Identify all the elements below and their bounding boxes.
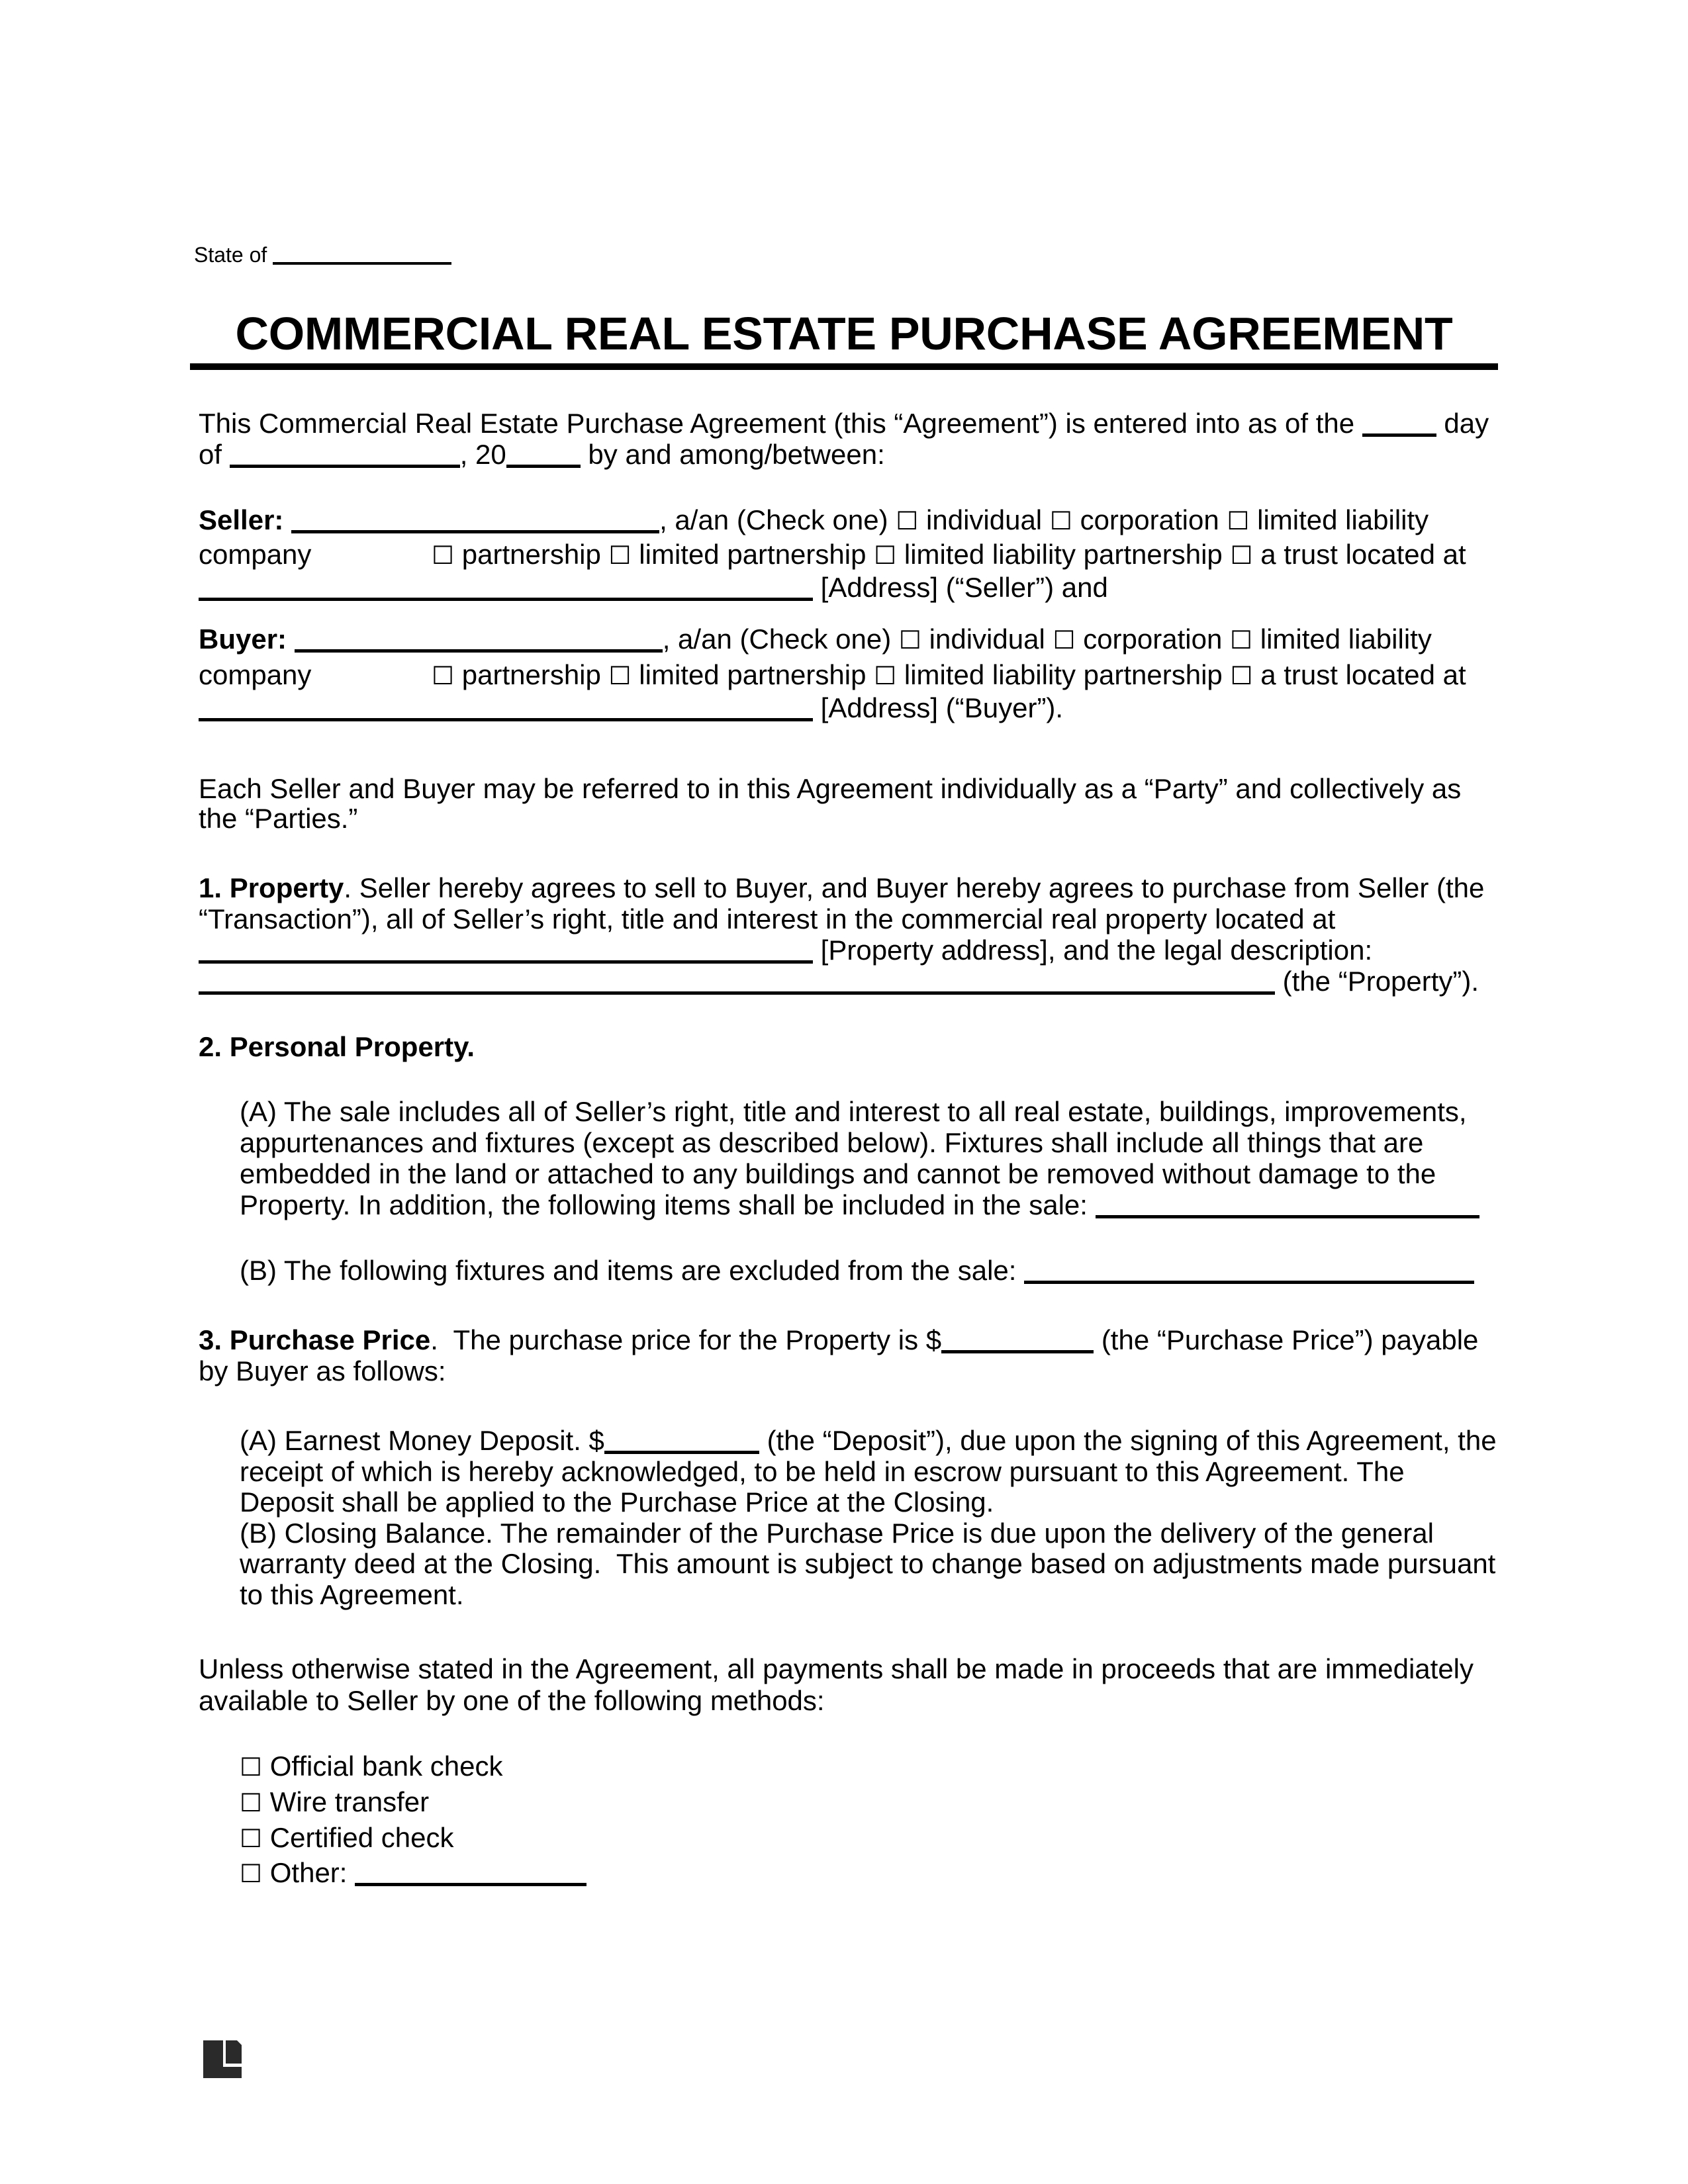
checkbox-official-bank-check[interactable]: ☐ (240, 1752, 263, 1782)
payment-method-wire-transfer: ☐ Wire transfer (240, 1786, 430, 1817)
state-line (194, 243, 451, 267)
parties-line-2: the “Parties.” (199, 803, 358, 834)
buyer-line-1: Buyer: , a/an (Check one) ☐ individual ☐ corporation ☐ limited liability (199, 623, 1432, 655)
section2-a-line-1: (A) The sale includes all of Seller’s right, title and interest to all real estate, buildings, improvements, (240, 1096, 1467, 1127)
payment-method-official-bank-check: ☐ Official bank check (240, 1751, 503, 1782)
payments-line-2: available to Seller by one of the following methods: (199, 1685, 825, 1716)
seller-line-3: [Address] (“Seller”) and (199, 572, 1108, 603)
section2-a-line-4: Property. In addition, the following items shall be included in the sale: (240, 1189, 1479, 1220)
title-rule (190, 363, 1498, 370)
checkbox-other[interactable]: ☐ (240, 1859, 263, 1888)
seller-checkbox-llp[interactable]: ☐ (874, 541, 897, 570)
buyer-checkbox-limited-partnership[interactable]: ☐ (608, 661, 632, 690)
seller-address-field[interactable] (199, 598, 813, 601)
section3-heading: 3. Purchase Price (199, 1324, 431, 1355)
section3-a-line-1: (A) Earnest Money Deposit. $ (the “Deposit”), due upon the signing of this Agreement, the (240, 1425, 1497, 1456)
seller-name-field[interactable] (291, 530, 659, 533)
day-field[interactable] (1362, 433, 1436, 437)
seller-checkbox-limited-partnership[interactable]: ☐ (608, 541, 632, 570)
buyer-line-2b: ☐ partnership ☐ limited partnership ☐ limited liability partnership ☐ a trust located at (432, 659, 1466, 690)
property-address-field[interactable] (199, 960, 813, 964)
buyer-line-3: [Address] (“Buyer”). (199, 692, 1063, 723)
checkbox-wire-transfer[interactable]: ☐ (240, 1788, 263, 1817)
intro-line-2: of , 20 by and among/between: (199, 439, 885, 470)
section2-heading: 2. Personal Property. (199, 1031, 475, 1062)
seller-checkbox-individual[interactable]: ☐ (896, 506, 919, 535)
buyer-checkbox-llc[interactable]: ☐ (1230, 625, 1253, 655)
section1-line-3: [Property address], and the legal description: (199, 934, 1372, 966)
deposit-field[interactable] (604, 1451, 759, 1454)
seller-checkbox-trust[interactable]: ☐ (1230, 541, 1253, 570)
seller-checkbox-corporation[interactable]: ☐ (1049, 506, 1072, 535)
seller-line-2: company (199, 539, 312, 570)
document-logo-icon (203, 2040, 242, 2078)
section1-line-4: (the “Property”). (199, 966, 1479, 997)
buyer-line-2: company (199, 659, 312, 690)
legal-description-field[interactable] (199, 991, 1275, 995)
purchase-price-field[interactable] (941, 1350, 1094, 1353)
buyer-label: Buyer: (199, 623, 287, 655)
other-method-field[interactable] (355, 1883, 586, 1886)
buyer-name-field[interactable] (295, 649, 663, 653)
section2-b-line: (B) The following fixtures and items are excluded from the sale: (240, 1255, 1474, 1286)
buyer-address-field[interactable] (199, 718, 813, 721)
state-field[interactable] (273, 262, 451, 265)
seller-label: Seller: (199, 504, 284, 535)
buyer-checkbox-individual[interactable]: ☐ (898, 625, 921, 655)
section1-line-1: 1. Property. Seller hereby agrees to sell to Buyer, and Buyer hereby agrees to purchase from Seller (the (199, 872, 1485, 903)
month-field[interactable] (230, 465, 460, 468)
section3-a-line-3: Deposit shall be applied to the Purchase Price at the Closing. (240, 1486, 994, 1518)
checkbox-certified-check[interactable]: ☐ (240, 1824, 263, 1853)
section3-line-1: 3. Purchase Price. The purchase price for the Property is $ (the “Purchase Price”) payable (199, 1324, 1479, 1355)
payment-method-other: ☐ Other: (240, 1857, 586, 1888)
buyer-checkbox-trust[interactable]: ☐ (1230, 661, 1253, 690)
section3-b-line-3: to this Agreement. (240, 1579, 464, 1610)
buyer-checkbox-llp[interactable]: ☐ (874, 661, 897, 690)
state-label: State of (194, 243, 267, 267)
included-items-field[interactable] (1096, 1215, 1479, 1218)
intro-line-1: This Commercial Real Estate Purchase Agreement (this “Agreement”) is entered into as of the day (199, 408, 1489, 439)
seller-line-1: Seller: , a/an (Check one) ☐ individual ☐ corporation ☐ limited liability (199, 504, 1429, 535)
payment-method-certified-check: ☐ Certified check (240, 1822, 454, 1853)
section3-b-line-2: warranty deed at the Closing. This amount is subject to change based on adjustments made pursuant (240, 1548, 1496, 1579)
excluded-items-field[interactable] (1024, 1281, 1474, 1284)
payments-line-1: Unless otherwise stated in the Agreement, all payments shall be made in proceeds that are immediately (199, 1653, 1474, 1684)
section3-a-line-2: receipt of which is hereby acknowledged, to be held in escrow pursuant to this Agreement. The (240, 1456, 1405, 1487)
seller-checkbox-partnership[interactable]: ☐ (432, 541, 455, 570)
section1-line-2: “Transaction”), all of Seller’s right, title and interest in the commercial real property located at (199, 903, 1336, 934)
year-field[interactable] (506, 465, 581, 468)
buyer-checkbox-corporation[interactable]: ☐ (1053, 625, 1076, 655)
section3-b-line-1: (B) Closing Balance. The remainder of the Purchase Price is due upon the delivery of the general (240, 1518, 1434, 1549)
seller-checkbox-llc[interactable]: ☐ (1227, 506, 1250, 535)
buyer-checkbox-partnership[interactable]: ☐ (432, 661, 455, 690)
section2-a-line-2: appurtenances and fixtures (except as described below). Fixtures shall include all things that are (240, 1127, 1424, 1158)
seller-line-2b: ☐ partnership ☐ limited partnership ☐ limited liability partnership ☐ a trust located at (432, 539, 1466, 570)
section1-heading: 1. Property (199, 872, 344, 903)
section3-line-2: by Buyer as follows: (199, 1355, 446, 1387)
section2-a-line-3: embedded in the land or attached to any buildings and cannot be removed without damage to the (240, 1158, 1436, 1189)
document-title: COMMERCIAL REAL ESTATE PURCHASE AGREEMENT (235, 308, 1453, 359)
parties-line-1: Each Seller and Buyer may be referred to in this Agreement individually as a “Party” and collectively as (199, 773, 1462, 804)
